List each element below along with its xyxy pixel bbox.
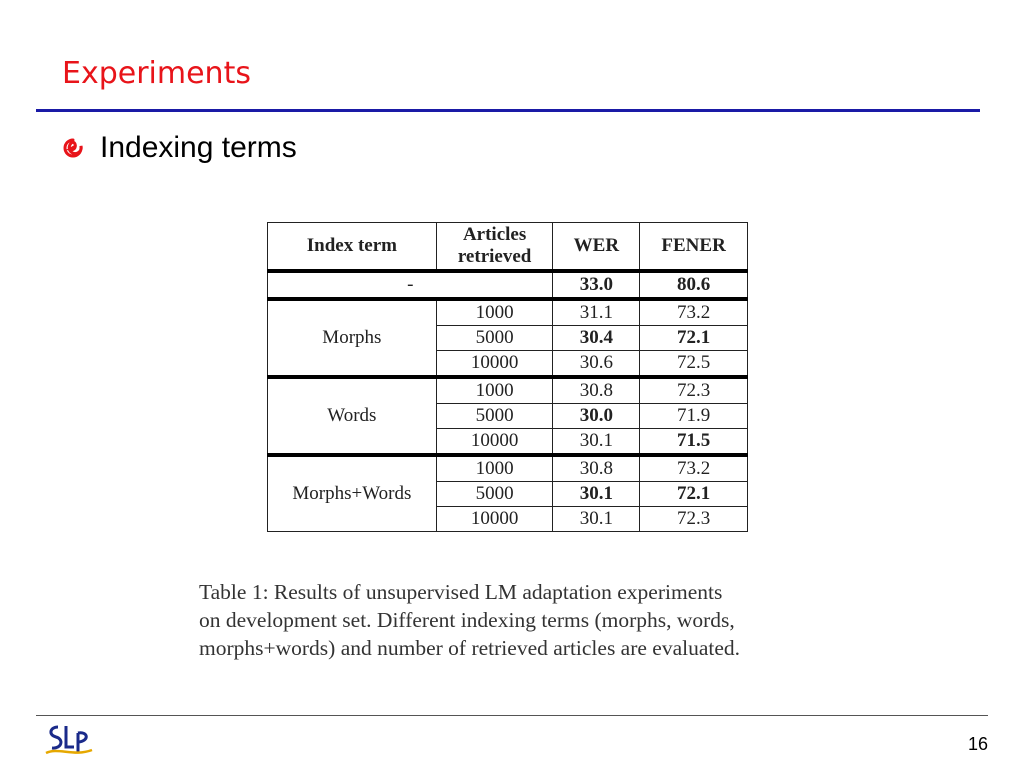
- wer-cell: 30.1: [553, 429, 640, 456]
- wer-cell: 30.1: [553, 507, 640, 532]
- header-fener: FENER: [640, 223, 748, 272]
- fener-cell: 72.5: [640, 351, 748, 378]
- caption-line: on development set. Different indexing terms (morphs, words,: [199, 608, 735, 632]
- baseline-term: -: [268, 271, 553, 299]
- wer-cell: 30.6: [553, 351, 640, 378]
- articles-cell: 5000: [436, 326, 553, 351]
- table-caption: [199, 578, 819, 662]
- slp-logo: [44, 723, 96, 759]
- wer-cell: 31.1: [553, 299, 640, 326]
- table-row: [268, 377, 748, 404]
- slide-title: Experiments: [62, 56, 251, 91]
- articles-cell: 10000: [436, 351, 553, 378]
- fener-cell: 72.1: [640, 326, 748, 351]
- wer-cell: 30.8: [553, 377, 640, 404]
- header-articles-line1: Articles: [462, 224, 527, 245]
- footer-divider: [36, 715, 988, 716]
- wer-cell: 30.0: [553, 404, 640, 429]
- table-row: [268, 455, 748, 482]
- caption-line: morphs+words) and number of retrieved articles are evaluated.: [199, 636, 741, 660]
- baseline-wer: 33.0: [553, 271, 640, 299]
- header-articles-retrieved: [436, 223, 553, 272]
- fener-cell: 71.5: [640, 429, 748, 456]
- baseline-row: [268, 271, 748, 299]
- fener-cell: 72.3: [640, 507, 748, 532]
- articles-cell: 5000: [436, 482, 553, 507]
- wer-cell: 30.8: [553, 455, 640, 482]
- fener-cell: 72.3: [640, 377, 748, 404]
- group-term-words: Words: [268, 377, 437, 455]
- bullet-text: Indexing terms: [100, 131, 297, 164]
- swirl-bullet-icon: [62, 137, 84, 159]
- articles-cell: 5000: [436, 404, 553, 429]
- header-wer: WER: [553, 223, 640, 272]
- fener-cell: 71.9: [640, 404, 748, 429]
- articles-cell: 10000: [436, 507, 553, 532]
- group-term-morphs-words: Morphs+Words: [268, 455, 437, 532]
- fener-cell: 72.1: [640, 482, 748, 507]
- table-header-row: [268, 223, 748, 272]
- title-divider: [36, 109, 980, 112]
- group-term-morphs: Morphs: [268, 299, 437, 377]
- articles-cell: 1000: [436, 455, 553, 482]
- wer-cell: 30.1: [553, 482, 640, 507]
- table-row: [268, 299, 748, 326]
- articles-cell: 1000: [436, 377, 553, 404]
- articles-cell: 1000: [436, 299, 553, 326]
- fener-cell: 73.2: [640, 299, 748, 326]
- caption-line: Table 1: Results of unsupervised LM adaptation experiments: [199, 580, 723, 604]
- results-table: [267, 222, 748, 532]
- baseline-fener: 80.6: [640, 271, 748, 299]
- wer-cell: 30.4: [553, 326, 640, 351]
- fener-cell: 73.2: [640, 455, 748, 482]
- articles-cell: 10000: [436, 429, 553, 456]
- page-number: 16: [967, 734, 988, 754]
- header-articles-line2: retrieved: [457, 246, 532, 267]
- bullet-item: [62, 131, 297, 165]
- header-index-term: Index term: [268, 223, 437, 272]
